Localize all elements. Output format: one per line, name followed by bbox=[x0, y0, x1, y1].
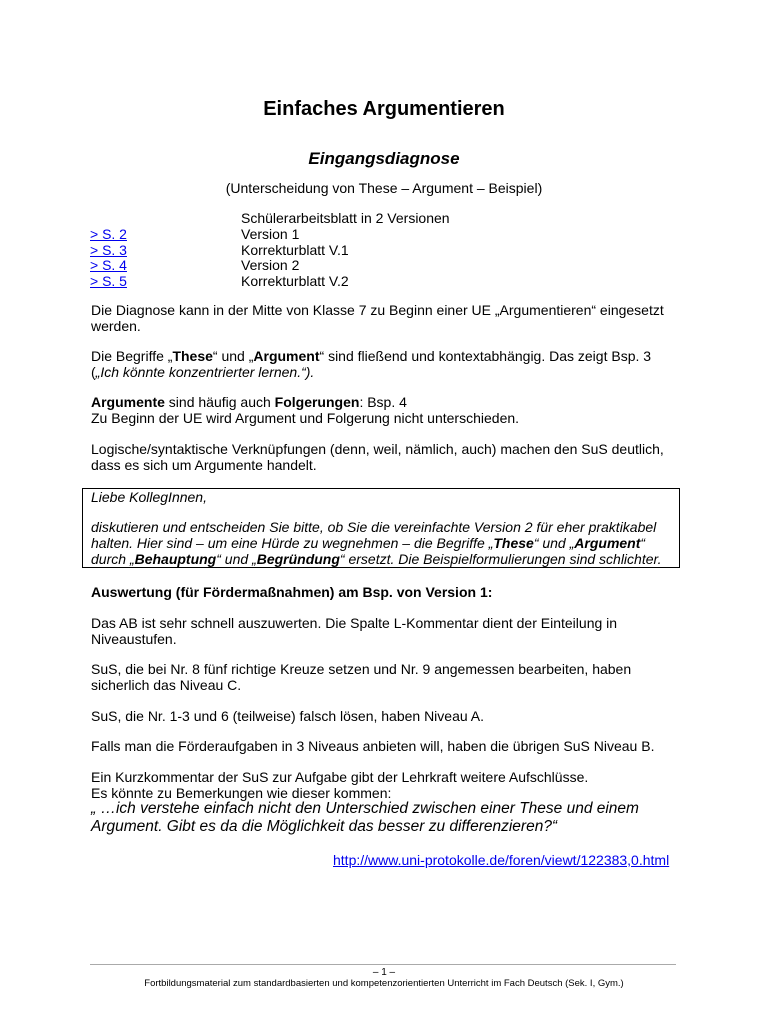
source-link[interactable]: http://www.uni-protokolle.de/foren/viewt/122383,0.html bbox=[333, 852, 670, 868]
subtitle-note: (Unterscheidung von These – Argument – Beispiel) bbox=[225, 180, 543, 196]
overview-label-3: Version 2 bbox=[241, 257, 300, 273]
footer-divider bbox=[90, 964, 676, 965]
overview-label-1: Version 1 bbox=[241, 226, 300, 242]
note-text: diskutieren und entscheiden Sie bitte, ob Sie die vereinfachte Version 2 für eher praktikabel halten. Hier sind – um eine Hürde zu wegnehmen – die Begriffe „These“ und „Argument“ durch „Behauptung“ und „Begründung“ ersetzt. Die Beispielformulierungen sind schlichter. bbox=[91, 519, 662, 567]
note-salutation: Liebe KollegInnen, bbox=[91, 489, 207, 505]
link-page-2[interactable]: > S. 2 bbox=[90, 226, 127, 242]
link-page-3[interactable]: > S. 3 bbox=[90, 242, 127, 258]
overview-heading: Schülerarbeitsblatt in 2 Versionen bbox=[241, 210, 450, 226]
page-number: – 1 – bbox=[372, 967, 396, 978]
overview-label-4: Korrekturblatt V.2 bbox=[241, 273, 349, 289]
evaluation-paragraph-5: Ein Kurzkommentar der SuS zur Aufgabe gibt der Lehrkraft weitere Aufschlüsse. Es könnte zu Bemerkungen wie dieser kommen: bbox=[91, 769, 589, 801]
link-page-5[interactable]: > S. 5 bbox=[90, 273, 127, 289]
intro-paragraph-1: Die Diagnose kann in der Mitte von Klasse 7 zu Beginn einer UE „Argumentieren“ eingesetzt werden. bbox=[91, 302, 664, 334]
evaluation-paragraph-2: SuS, die bei Nr. 8 fünf richtige Kreuze setzen und Nr. 9 angemessen bearbeiten, haben sicherlich das Niveau C. bbox=[91, 661, 632, 693]
evaluation-heading: Auswertung (für Fördermaßnahmen) am Bsp. von Version 1: bbox=[91, 584, 493, 600]
overview-label-2: Korrekturblatt V.1 bbox=[241, 242, 349, 258]
evaluation-paragraph-3: SuS, die Nr. 1-3 und 6 (teilweise) falsch lösen, haben Niveau A. bbox=[91, 708, 484, 724]
intro-paragraph-4: Logische/syntaktische Verknüpfungen (denn, weil, nämlich, auch) machen den SuS deutlich, dass es sich um Argumente handelt. bbox=[91, 441, 664, 473]
intro-paragraph-2: Die Begriffe „These“ und „Argument“ sind fließend und kontextabhängig. Das zeigt Bsp. 3 („Ich könnte konzentrierter lernen.“). bbox=[91, 348, 652, 380]
evaluation-paragraph-1: Das AB ist sehr schnell auszuwerten. Die Spalte L-Kommentar dient der Einteilung in Niveaustufen. bbox=[91, 615, 618, 647]
link-page-4[interactable]: > S. 4 bbox=[90, 257, 127, 273]
page-title: Einfaches Argumentieren bbox=[263, 98, 505, 120]
intro-paragraph-3: Argumente sind häufig auch Folgerungen: Bsp. 4 Zu Beginn der UE wird Argument und Folgerung nicht unterschieden. bbox=[91, 394, 520, 426]
evaluation-paragraph-4: Falls man die Förderaufgaben in 3 Niveaus anbieten will, haben die übrigen SuS Niveau B. bbox=[91, 738, 655, 754]
student-quote: „ …ich verstehe einfach nicht den Unterschied zwischen einer These und einem Argument. Gibt es da die Möglichkeit das besser zu differenzieren?“ bbox=[91, 800, 639, 835]
page-subtitle: Eingangsdiagnose bbox=[308, 149, 460, 168]
footer-text: Fortbildungsmaterial zum standardbasierten und kompetenzorientierten Unterricht im Fach Deutsch (Sek. I, Gym.) bbox=[144, 978, 624, 989]
